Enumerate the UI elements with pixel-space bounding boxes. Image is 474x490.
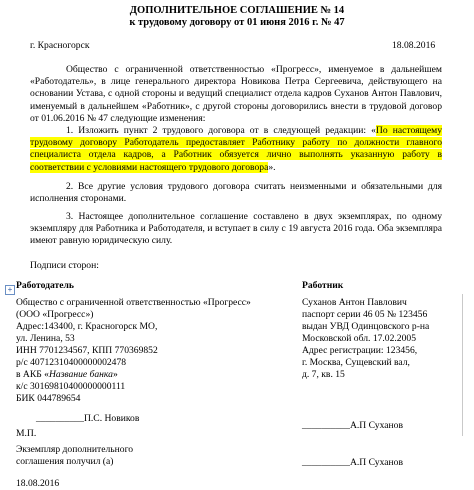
copy-received-date: 18.08.2016 xyxy=(16,478,60,489)
employee-line: выдан УВД Одинцовского р-на xyxy=(302,321,430,332)
employer-line: к/с 30169810400000000111 xyxy=(16,381,126,392)
clause-2-paragraph: 2. Все другие условия трудового договора считать неизменными и обязательными для исполнения сторонами. xyxy=(30,181,442,205)
employee-heading: Работник xyxy=(302,280,344,291)
employee-signature-line: __________А.П Суханов xyxy=(302,420,403,431)
employer-column xyxy=(16,280,251,490)
employer-line: ул. Ленина, 53 xyxy=(16,333,75,344)
copy-received-line-2: соглашения получил (а) xyxy=(16,456,114,467)
employer-line: Адрес:143400, г. Красногорск МО, xyxy=(16,321,158,332)
employer-line: (ООО «Прогресс») xyxy=(16,309,94,320)
stamp-placeholder: М.П. xyxy=(16,428,37,439)
employee-line: Московской обл. 17.02.2005 xyxy=(302,333,416,344)
table-border xyxy=(462,294,463,436)
employee-line: паспорт серии 46 05 № 123456 xyxy=(302,309,428,320)
document-date: 18.08.2016 xyxy=(392,40,436,51)
place-of-signing: г. Красногорск xyxy=(30,40,90,51)
clause-3-paragraph: 3. Настоящее дополнительное соглашение составлено в двух экземплярах, по одному экземпляру для Работника и Работодателя, и вступает в силу с 19 августа 2016 года. Оба экземпляра имеют равную юридическую силу. xyxy=(30,211,442,247)
employee-column xyxy=(302,280,429,469)
clause-1-paragraph xyxy=(30,125,442,174)
clause-1-prefix: 1. Изложить пункт 2 трудового договора от в следующей редакции: « xyxy=(66,125,376,136)
document-subtitle: к трудовому договору от 01 июня 2016 г. № 47 xyxy=(129,17,345,28)
bank-name: Название банка xyxy=(48,369,113,380)
preamble-paragraph: Общество с ограниченной ответственностью «Прогресс», именуемое в дальнейшем «Работодатель», в лице генерального директора Новикова Петра Сергеевича, действующего на основании Устава, с одной стороны и ведущий специалист отдела кадров Суханов Антон Павлович, именуемый в дальнейшем «Работник», с другой стороны договорились внести в трудовой договор от 01.06.2016 № 47 следующие изменения: xyxy=(30,64,442,124)
employee-line: Суханов Антон Павлович xyxy=(302,297,407,308)
employer-line: Общество с ограниченной ответственностью «Прогресс» xyxy=(16,297,251,308)
employer-heading: Работодатель xyxy=(16,280,74,291)
clause-1-highlighted-text: По настоящему трудовому договору Работодатель предоставляет Работнику работу по должности главного специалиста отдела кадров, а Работник обязуется лично выполнять указанную работу в соответствии с условиями настоящего трудового договора xyxy=(30,125,442,173)
copy-received-line-1: Экземпляр дополнительного xyxy=(16,444,134,455)
clause-1-suffix: ». xyxy=(268,161,276,173)
employee-line: Адрес регистрации: 123456, xyxy=(302,345,418,356)
employee-line: г. Москва, Сущевский вал, xyxy=(302,357,410,368)
employer-line: БИК 044789654 xyxy=(16,393,81,404)
employer-bank-line: в АКБ «Название банка» xyxy=(16,369,118,380)
employer-line: ИНН 7701234567, КПП 770369852 xyxy=(16,345,158,356)
table-move-handle-icon[interactable]: + xyxy=(5,285,15,295)
employer-line: р/с 40712310400000002478 xyxy=(16,357,127,368)
signatures-label: Подписи сторон: xyxy=(30,260,99,271)
document-title: ДОПОЛНИТЕЛЬНОЕ СОГЛАШЕНИЕ № 14 xyxy=(129,5,345,16)
copy-received-signature: __________А.П Суханов xyxy=(302,457,403,468)
employee-line: д. 7, кв. 15 xyxy=(302,369,345,380)
employer-signature-line: __________П.С. Новиков xyxy=(36,413,140,424)
